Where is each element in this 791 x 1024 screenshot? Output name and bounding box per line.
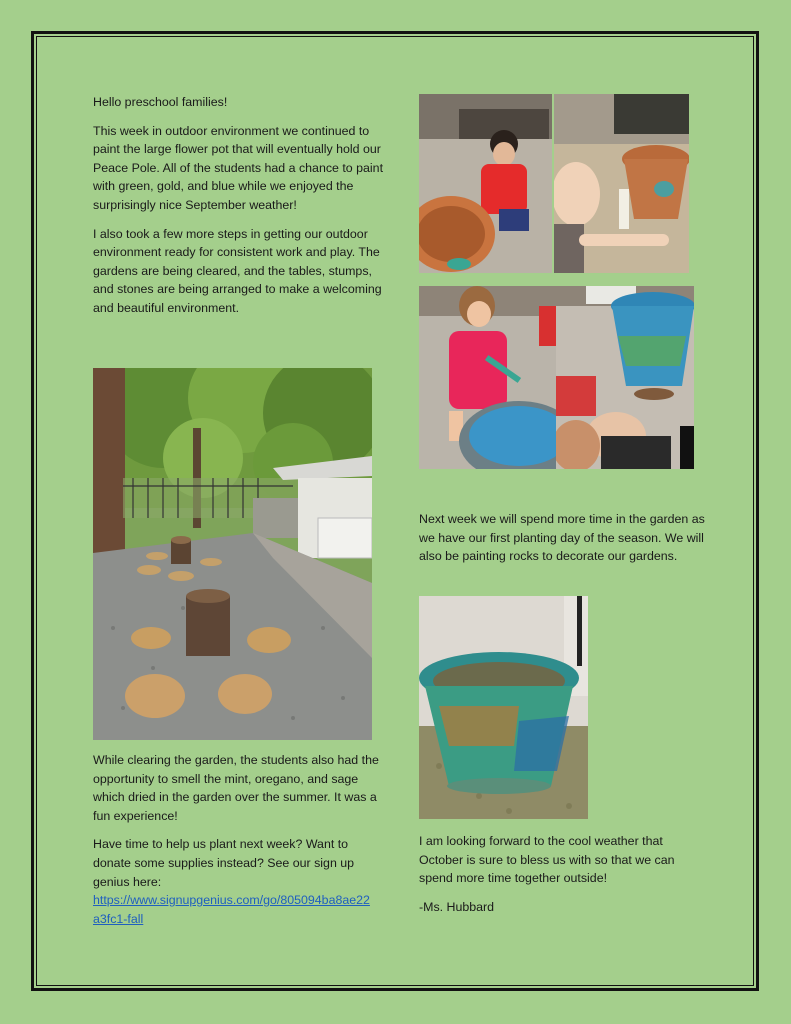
paragraph-october: I am looking forward to the cool weather that October is sure to bless us with so that we can spend more time together outside!	[419, 834, 675, 886]
greeting: Hello preschool families!	[93, 95, 228, 109]
girl-pink-dress-photo	[419, 286, 556, 469]
students-painting-pot-photo	[556, 286, 694, 469]
toddler-pot-photo	[554, 94, 689, 273]
next-week-text-block	[419, 510, 709, 566]
closing-text-block	[419, 832, 709, 916]
intro-text-block	[93, 93, 383, 318]
paragraph-flower-pot: This week in outdoor environment we continued to paint the large flower pot that will eventually hold our Peace Pole. All of the students had a chance to paint with green, gold, and blue while we enjoyed the surprisingly nice September weather!	[93, 123, 384, 212]
paragraph-outdoor-environment: I also took a few more steps in getting our outdoor environment ready for consistent work and play. The gardens are being cleared, and the tables, stumps, and stones are being arranged to make a welcoming and beautiful environment.	[93, 226, 382, 315]
garden-stumps-photo	[93, 368, 372, 740]
paragraph-next-week: Next week we will spend more time in the garden as we have our first planting day of the season. We will also be painting rocks to decorate our gardens.	[419, 512, 705, 564]
finished-pot-photo	[419, 596, 588, 819]
garden-text-block	[93, 751, 383, 928]
paragraph-sign-up: Have time to help us plant next week? Want to donate some supplies instead? See our sign up genius here:	[93, 837, 355, 889]
signature: -Ms. Hubbard	[419, 899, 495, 914]
paragraph-herbs: While clearing the garden, the students also had the opportunity to smell the mint, oregano, and sage which dried in the garden over the summer. It was a fun experience!	[93, 753, 379, 823]
child-red-shirt-photo	[419, 94, 552, 273]
signup-genius-link[interactable]: https://www.signupgenius.com/go/805094ba8ae22a3fc1-fall	[93, 893, 370, 926]
